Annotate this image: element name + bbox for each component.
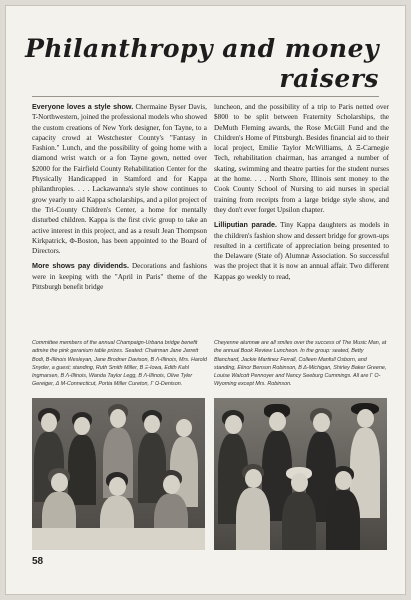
page-title-line-1: Philanthropy and money xyxy=(25,34,379,63)
left-paragraph-2-lead: More shows pay dividends. xyxy=(32,261,129,271)
right-photo-caption: Cheyenne alumnæ are all smiles over the success of The Music Man, at the annual Book Review Luncheon. In the group: seated, Betty Blanchard, Jackie Martinez Ferrall, Colleen Manfull Osborn, and standing, Elinor Benson Robinson, B Δ-Michigan, Shirley Baker Greene, Louise Walcott Pennoyer and Nancy Seeburg Cummings. All are Γ O-Wyoming except Mrs. Robinson. xyxy=(214,340,387,388)
right-paragraph-2-body: Tiny Kappa daughters as models in the children's fashion show and dessert bridge for grown-ups resulted in a certificate of appreciation being presented to the Delaware (State of) Alumnæ Association. So successful was the project that it is now an annual affair. Two different Kappas go weekly to read, xyxy=(214,221,389,281)
page-title-line-2: raisers xyxy=(279,64,379,93)
left-paragraph-1-lead: Everyone loves a style show. xyxy=(32,102,134,111)
cheyenne-group-photo xyxy=(214,398,387,550)
table-with-flowers xyxy=(32,528,205,550)
left-photo-caption: Committee members of the annual Champaign-Urbana bridge benefit admire the pink geranium table prizes. Seated: Chairman Jane Jarrett Bodi, B-Illinois Wesleyan, Jane Brodner Davison, B Λ-Illinois, Mrs. Harold Snyder, a guest; standing, Ruth Smith Miller, B Ξ-Iowa, Edith Kahl Ingmarsen, B Λ-Illinois, Wanda Taylor Legg, B Λ-Illinois, Olive Tyler Gereiger, Δ M-Connecticut, Portia Miller Cureton, Γ Ω-Denison. xyxy=(32,340,207,388)
right-paragraph-1: luncheon, and the possibility of a trip to Paris netted over $800 to be split between Fraternity Scholarships, the DeMuth Fleming awards, the Rose McGill Fund and the Children's Home of Pittsburgh. Besides financial aid to their local project, Emilie Taylor McWilliams, Δ Ξ-Carnegie Tech, rehabilitation chairman, has arranged a number of skating, swimming and theatre parties for the student nurses at the home. . . . North Shore, Illinois sent money to the Cook County School of Nursing to aid nurses in special training from receipts from a large bridge style show, and they don't ever forget Upsilon chapter. xyxy=(214,103,389,214)
title-rule xyxy=(32,96,379,97)
left-paragraph-1-body: Chermaine Byser Davis, T-Northwestern, joined the professional models who showed the custom creations of New York designer, fon Tayne, to a capacity crowd at Westchester County's "Fantasy in Fashion." Lunch, and the possibility of going home with a diamond wrist watch or a fon Tayne gown, netted over $2000 for the Fairfield County Rehabilitation Center for the Physically Handicapped in Stamford and for Kappa philanthropies. . . . Lackawanna's style show continues to grow yearly to aid Kappa scholarships, and a pilot project of the Tri-County Children's Center, a home for mentally disturbed children. Kappa is the first civic group to take an active interest in this project, and as a result Jean Thompson Kirkpatrick, Φ-Boston, has been appointed to the Board of Directors. xyxy=(32,103,207,256)
left-text-column xyxy=(32,102,207,297)
left-paragraph-1 xyxy=(32,102,207,256)
champaign-urbana-group-photo xyxy=(32,398,205,550)
page-number: 58 xyxy=(32,556,44,567)
left-paragraph-2-body: Decorations and fashions were in keeping with the "April in Paris" theme of the Pittsburgh benefit bridge xyxy=(32,262,207,292)
left-paragraph-2 xyxy=(32,261,207,292)
right-paragraph-2-lead: Lilliputian parade. xyxy=(214,220,277,230)
magazine-page xyxy=(6,6,405,594)
right-text-column xyxy=(214,102,389,287)
right-paragraph-2 xyxy=(214,220,389,282)
